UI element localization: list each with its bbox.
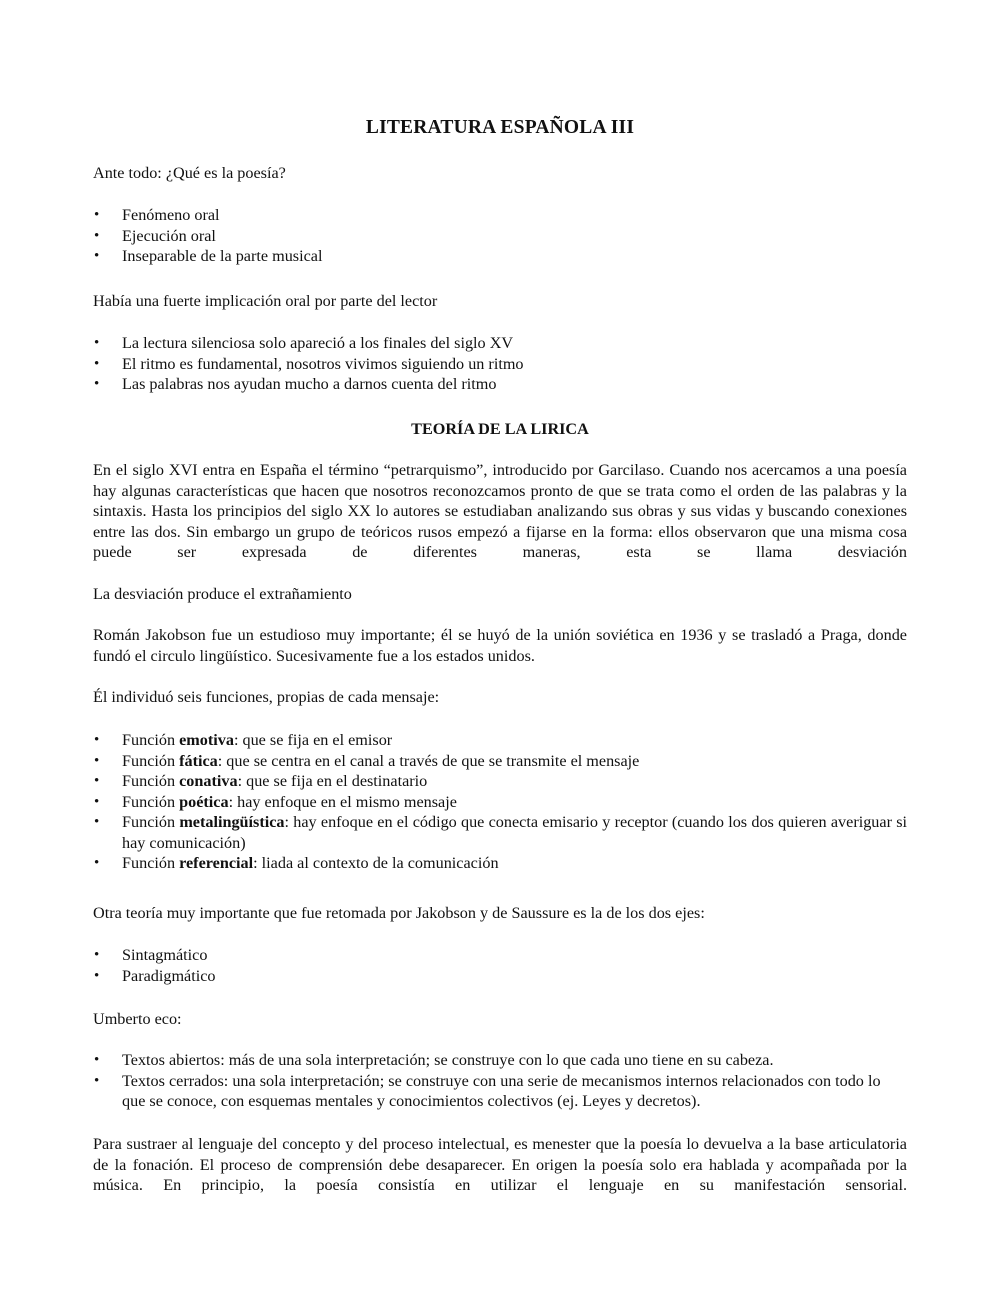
funcion-item: • Función emotiva: que se fija en el emisor (93, 730, 907, 751)
ejes-list (93, 945, 907, 986)
funcion-name: referencial (179, 854, 254, 872)
funcion-name: fática (179, 751, 218, 770)
section-title: TEORÍA DE LA LIRICA (411, 420, 589, 438)
textos-list (93, 1050, 907, 1112)
ejes-intro: Otra teoría muy importante que fue retomada por Jakobson y de Saussure es la de los dos ejes: (93, 904, 705, 922)
paragraph-siglo-xvi (93, 460, 907, 563)
funcion-item: • Función fática: que se centra en el canal a través de que se transmite el mensaje (93, 751, 907, 772)
list-item: • Paradigmático (93, 966, 907, 987)
umberto-eco-label: Umberto eco: (93, 1010, 182, 1028)
list-item: • Fenómeno oral (93, 205, 907, 226)
poetry-traits-list (93, 205, 907, 267)
list-item: • Inseparable de la parte musical (93, 246, 907, 267)
oral-implication-text: Había una fuerte implicación oral por parte del lector (93, 292, 438, 310)
list-item: • Las palabras nos ayudan mucho a darnos cuenta del ritmo (93, 374, 907, 395)
funcion-name: metalingüística (179, 813, 285, 831)
intro-question: Ante todo: ¿Qué es la poesía? (93, 164, 286, 182)
list-item: • La lectura silenciosa solo apareció a los finales del siglo XV (93, 333, 907, 354)
list-item: • El ritmo es fundamental, nosotros vivimos siguiendo un ritmo (93, 354, 907, 375)
funciones-list (93, 730, 907, 874)
funcion-name: conativa (179, 772, 238, 790)
reading-points-list (93, 333, 907, 395)
funcion-name: emotiva (179, 731, 234, 749)
document-title: LITERATURA ESPAÑOLA III (365, 117, 635, 138)
final-paragraph-text: Para sustraer al lenguaje del concepto y del proceso intelectual, es menester que la poesía lo devuelva a la base articulatoria de la fonación. El proceso de comprensión debe desaparecer. En origen la poesía solo era hablada y acompañada por la música. En principio, la poesía consistía en utilizar el lenguaje en su manifestación sensorial. (93, 1135, 907, 1194)
funcion-item: • Función poética: hay enfoque en el mismo mensaje (93, 792, 907, 813)
list-item: • Sintagmático (93, 945, 907, 966)
list-item: • Textos cerrados: una sola interpretación; se construye con una serie de mecanismos internos relacionados con todo lo que se conoce, con esquemas mentales y conocimientos colectivos (ej. Leyes y decretos). (93, 1071, 907, 1112)
desviacion-text: La desviación produce el extrañamiento (93, 585, 352, 603)
funcion-item: • Función metalingüística: hay enfoque en el código que conecta emisario y receptor (cuando los dos quieren averiguar si hay comunicación) (93, 812, 907, 853)
funciones-intro: Él individuó seis funciones, propias de cada mensaje: (93, 688, 440, 706)
final-paragraph (93, 1134, 907, 1196)
funcion-item: • Función referencial: liada al contexto de la comunicación (93, 853, 907, 874)
funcion-item: • Función conativa: que se fija en el destinatario (93, 771, 907, 792)
list-item: • Textos abiertos: más de una sola interpretación; se construye con lo que cada uno tiene en su cabeza. (93, 1050, 907, 1071)
funcion-name: poética (179, 792, 229, 811)
jakobson-paragraph: Román Jakobson fue un estudioso muy importante; él se huyó de la unión soviética en 1936 y se trasladó a Praga, donde fundó el circulo lingüístico. Sucesivamente fue a los estados unidos. (93, 626, 907, 665)
paragraph-siglo-xvi-text: En el siglo XVI entra en España el término “petrarquismo”, introducido por Garcilaso. Cuando nos acercamos a una poesía hay algunas características que hacen que nosotros reconozcamos pronto de que se trata como el orden de las palabras y la sintaxis. Hasta los principios del siglo XX lo autores se estudiaban analizando sus obras y sus vidas y buscando conexiones entre las dos. Sin embargo un grupo de teóricos rusos empezó a fijarse en la forma: ellos observaron que una misma cosa puede ser expresada de diferentes maneras, esta se llama desviación (93, 461, 907, 561)
list-item: • Ejecución oral (93, 226, 907, 247)
